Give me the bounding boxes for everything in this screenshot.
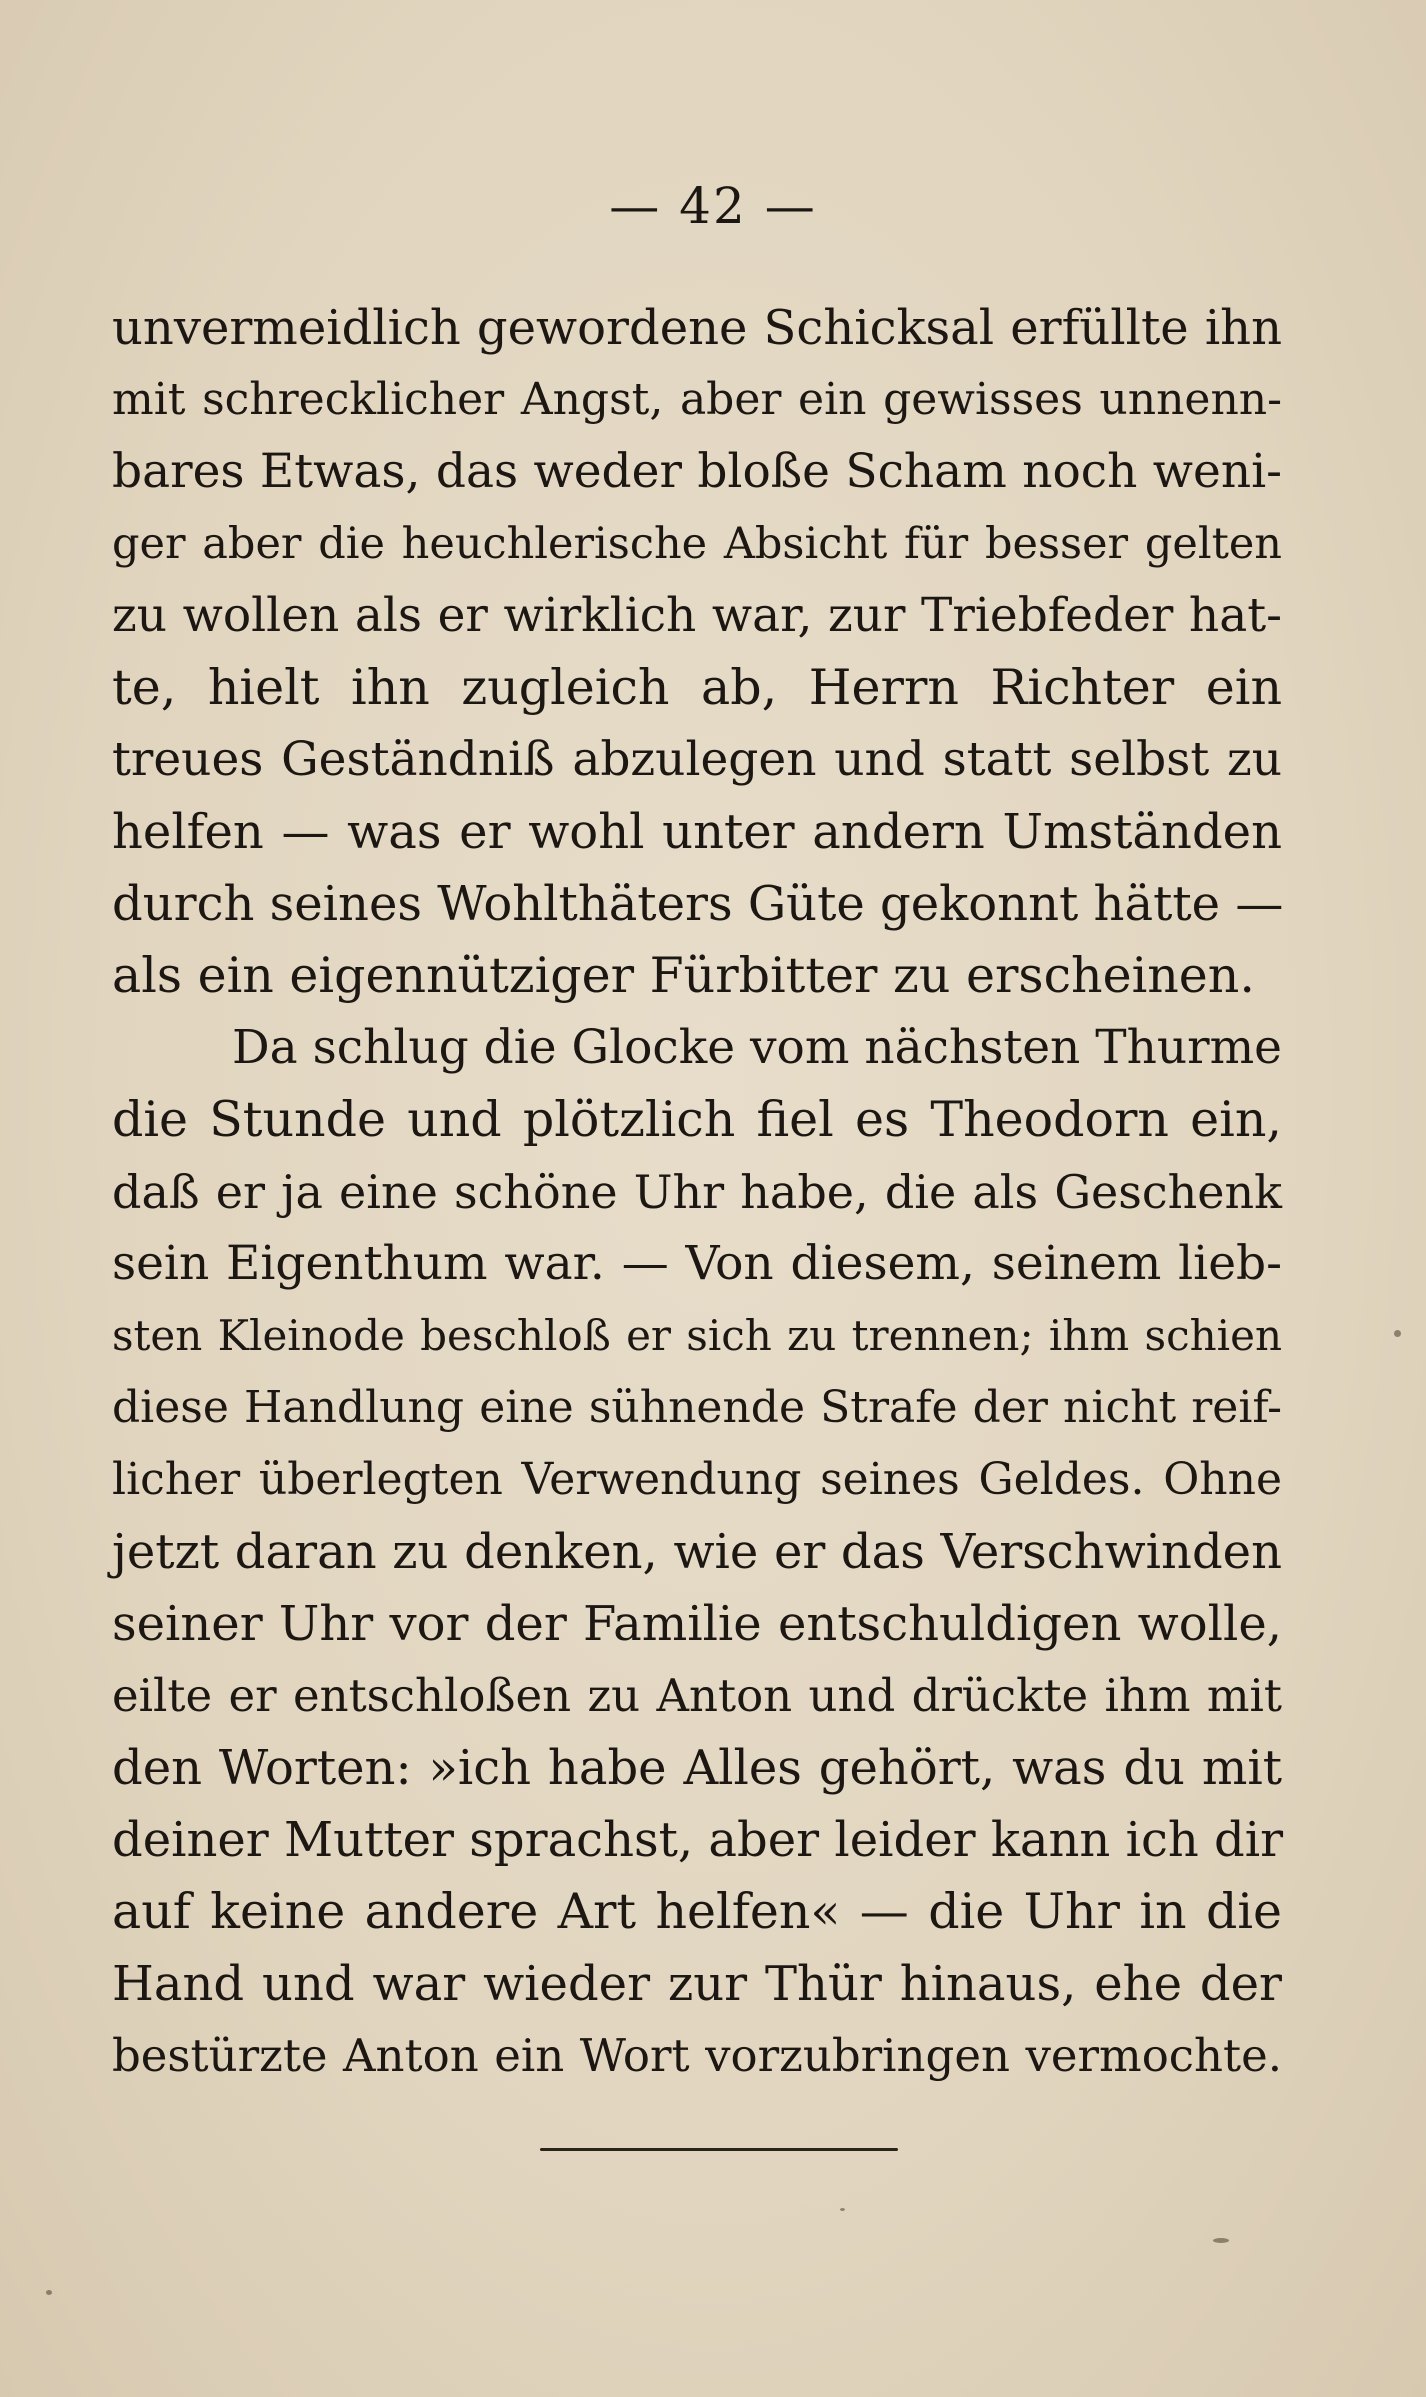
text-line: deiner Mutter sprachst, aber leider kann ich dir [112, 1812, 1284, 1868]
text-line: mit schrecklicher Angst, aber ein gewisses unnenn- [112, 374, 1282, 425]
text-line: sein Eigenthum war. — Von diesem, seinem lieb- [112, 1236, 1282, 1291]
text-line: te, hielt ihn zugleich ab, Herrn Richter ein [112, 659, 1282, 716]
end-rule [540, 2148, 898, 2151]
text-line: licher überlegten Verwendung seines Geldes. Ohne [112, 1454, 1282, 1505]
text-line: den Worten: »ich habe Alles gehört, was du mit [112, 1740, 1282, 1796]
body-text [112, 292, 1282, 2092]
text-line: eilte er entschloßen zu Anton und drückte ihm mit [112, 1669, 1282, 1722]
text-line: diese Handlung eine sühnende Strafe der nicht reif- [112, 1382, 1282, 1433]
text-line: ger aber die heuchlerische Absicht für besser gelten [112, 519, 1282, 569]
text-line: treues Geständniß abzulegen und statt selbst zu [112, 732, 1282, 787]
paper-speck [1394, 1330, 1401, 1337]
text-line: Da schlug die Glocke vom nächsten Thurme [232, 1020, 1282, 1075]
text-line: bestürzte Anton ein Wort vorzubringen vermochte. [112, 2029, 1282, 2082]
text-line: daß er ja eine schöne Uhr habe, die als Geschenk [112, 1165, 1282, 1219]
text-line: unvermeidlich gewordene Schicksal erfüllte ihn [112, 300, 1282, 356]
page-number: — 42 — [609, 177, 817, 235]
text-line: seiner Uhr vor der Familie entschuldigen wolle, [112, 1596, 1282, 1652]
text-line: jetzt daran zu denken, wie er das Verschwinden [112, 1524, 1282, 1580]
paper-speck [840, 2208, 845, 2211]
text-line: sten Kleinode beschloß er sich zu trennen; ihm schien [112, 1311, 1282, 1360]
text-line: zu wollen als er wirklich war, zur Triebfeder hat- [112, 588, 1282, 643]
text-line: Hand und war wieder zur Thür hinaus, ehe der [112, 1956, 1282, 2012]
paper-speck [1213, 2238, 1229, 2243]
text-line: die Stunde und plötzlich fiel es Theodorn ein, [112, 1091, 1282, 1148]
paper-speck [46, 2290, 52, 2295]
text-line: auf keine andere Art helfen« — die Uhr in die [112, 1883, 1282, 1940]
text-line: bares Etwas, das weder bloße Scham noch weni- [112, 444, 1282, 499]
text-line: als ein eigennütziger Fürbitter zu erscheinen. [112, 947, 1255, 1004]
text-line: durch seines Wohlthäters Güte gekonnt hätte — [112, 876, 1284, 932]
text-line: helfen — was er wohl unter andern Umständen [112, 804, 1282, 860]
